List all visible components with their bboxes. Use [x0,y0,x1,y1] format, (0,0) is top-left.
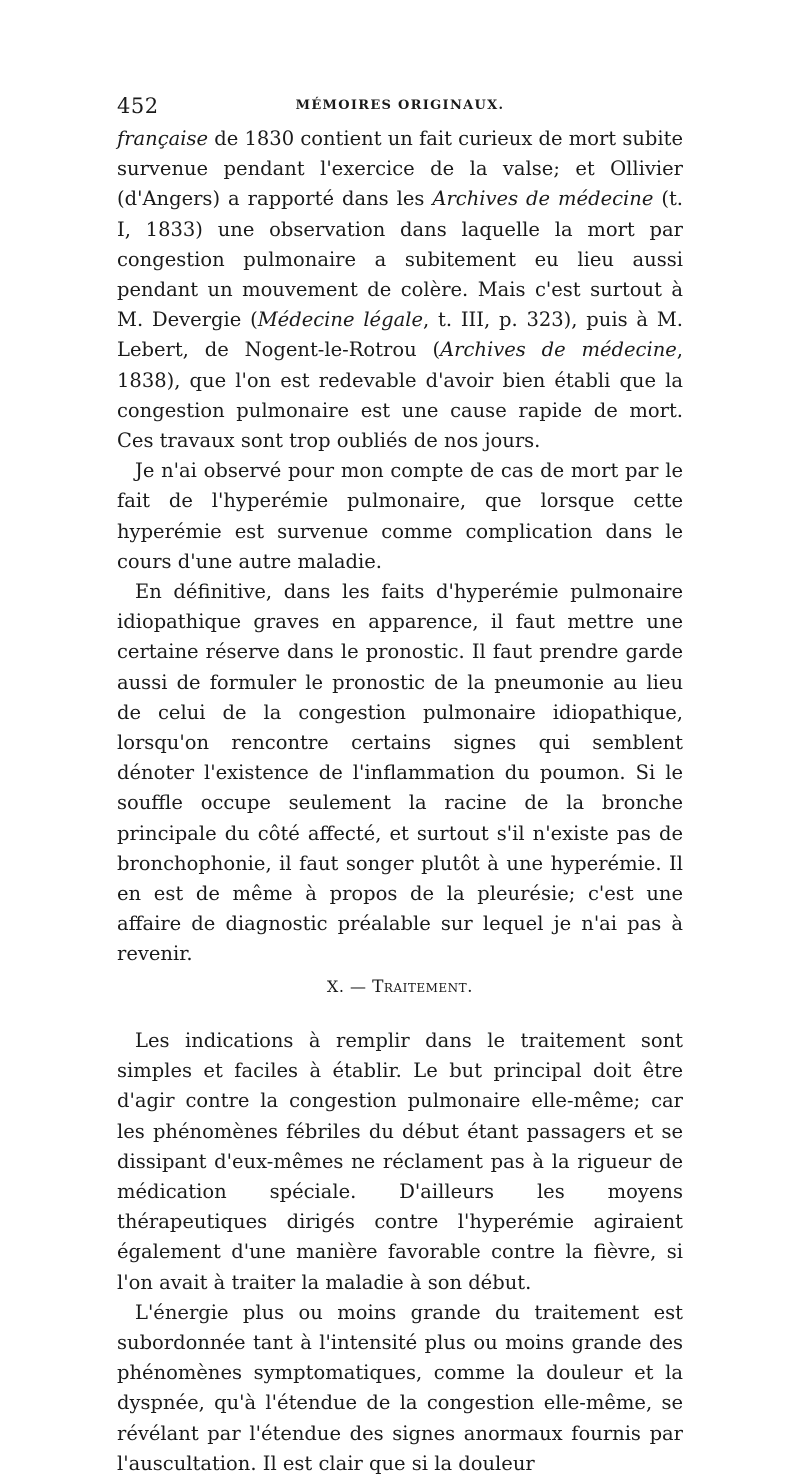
running-title: MÉMOIRES ORIGINAUX. [295,98,505,113]
section-title: Traitement. [372,976,474,997]
paragraph [117,456,683,577]
section-number: X. — [326,976,367,996]
italic-run: Médecine légale [257,308,423,332]
section-heading [117,972,683,1002]
paragraph [117,1298,683,1479]
text-run: , 1838), que l'on est redevable d'avoir bien établi que la congestion pulmonaire est une cause rapide de mort. Ces travaux sont trop oubliés de nos jours. [117,338,683,453]
italic-run: Archives de médecine [432,187,654,211]
page-number: 452 [117,94,159,118]
text-run: (t. I, 1833) une observation dans laquelle la mort par congestion pulmonaire a subitement eu lieu aussi pendant un mouvement de colère. Mais c'est surtout à M. Devergie ( [117,187,683,332]
paragraphs-before-section [117,124,683,970]
text-run: , t. III, p. 323), puis à M. Lebert, de Nogent-le-Rotrou ( [117,308,683,362]
text-run: L'énergie plus ou moins grande du traitement est subordonnée tant à l'intensité plus ou moins grande des phénomènes symptomatiques, comme la douleur et la dyspnée, qu'à l'étendue de la congestion elle-même, se révélant par l'étendue des signes anormaux fournis par l'auscultation. Il est clair que si la douleur [117,1300,683,1475]
paragraphs-after-section [117,1026,683,1479]
italic-run: française [117,127,209,150]
text-run: En définitive, dans les faits d'hyperémie pulmonaire idiopathique graves en apparence, il faut mettre une certaine réserve dans le pronostic. Il faut prendre garde aussi de formuler le pronostic de la pneumonie au lieu de celui de la congestion pulmonaire idiopathique, lorsqu'on rencontre certains signes qui semblent dénoter l'existence de l'inflammation du poumon. Si le souffle occupe seulement la racine de la bronche principale du côté affecté, et surtout s'il n'existe pas de bronchophonie, il faut songer plutôt à une hyperémie. Il en est de même à propos de la pleurésie; c'est une affaire de diagnostic préalable sur lequel je n'ai pas à revenir. [117,580,683,966]
paragraph [117,1026,683,1298]
text-run: de 1830 contient un fait curieux de mort subite survenue pendant l'exercice de la valse; et Ollivier (d'Angers) a rapporté dans les [117,127,683,211]
running-head [117,94,683,118]
text-run: Je n'ai observé pour mon compte de cas de mort par le fait de l'hyperémie pulmonaire, que lorsque cette hyperémie est survenue comme complication dans le cours d'une autre maladie. [117,459,683,573]
paragraph [117,577,683,970]
body-text [117,124,683,1479]
italic-run: Archives de médecine [440,338,677,362]
text-run: Les indications à remplir dans le traitement sont simples et faciles à établir. Le but principal doit être d'agir contre la congestion pulmonaire elle-même; car les phénomènes fébriles du début étant passagers et se dissipant d'eux-mêmes ne réclament pas à la rigueur de médication spéciale. D'ailleurs les moyens thérapeutiques dirigés contre l'hyperémie agiraient également d'une manière favorable contre la fièvre, si l'on avait à traiter la maladie à son début. [117,1028,683,1294]
paragraph [117,124,683,456]
